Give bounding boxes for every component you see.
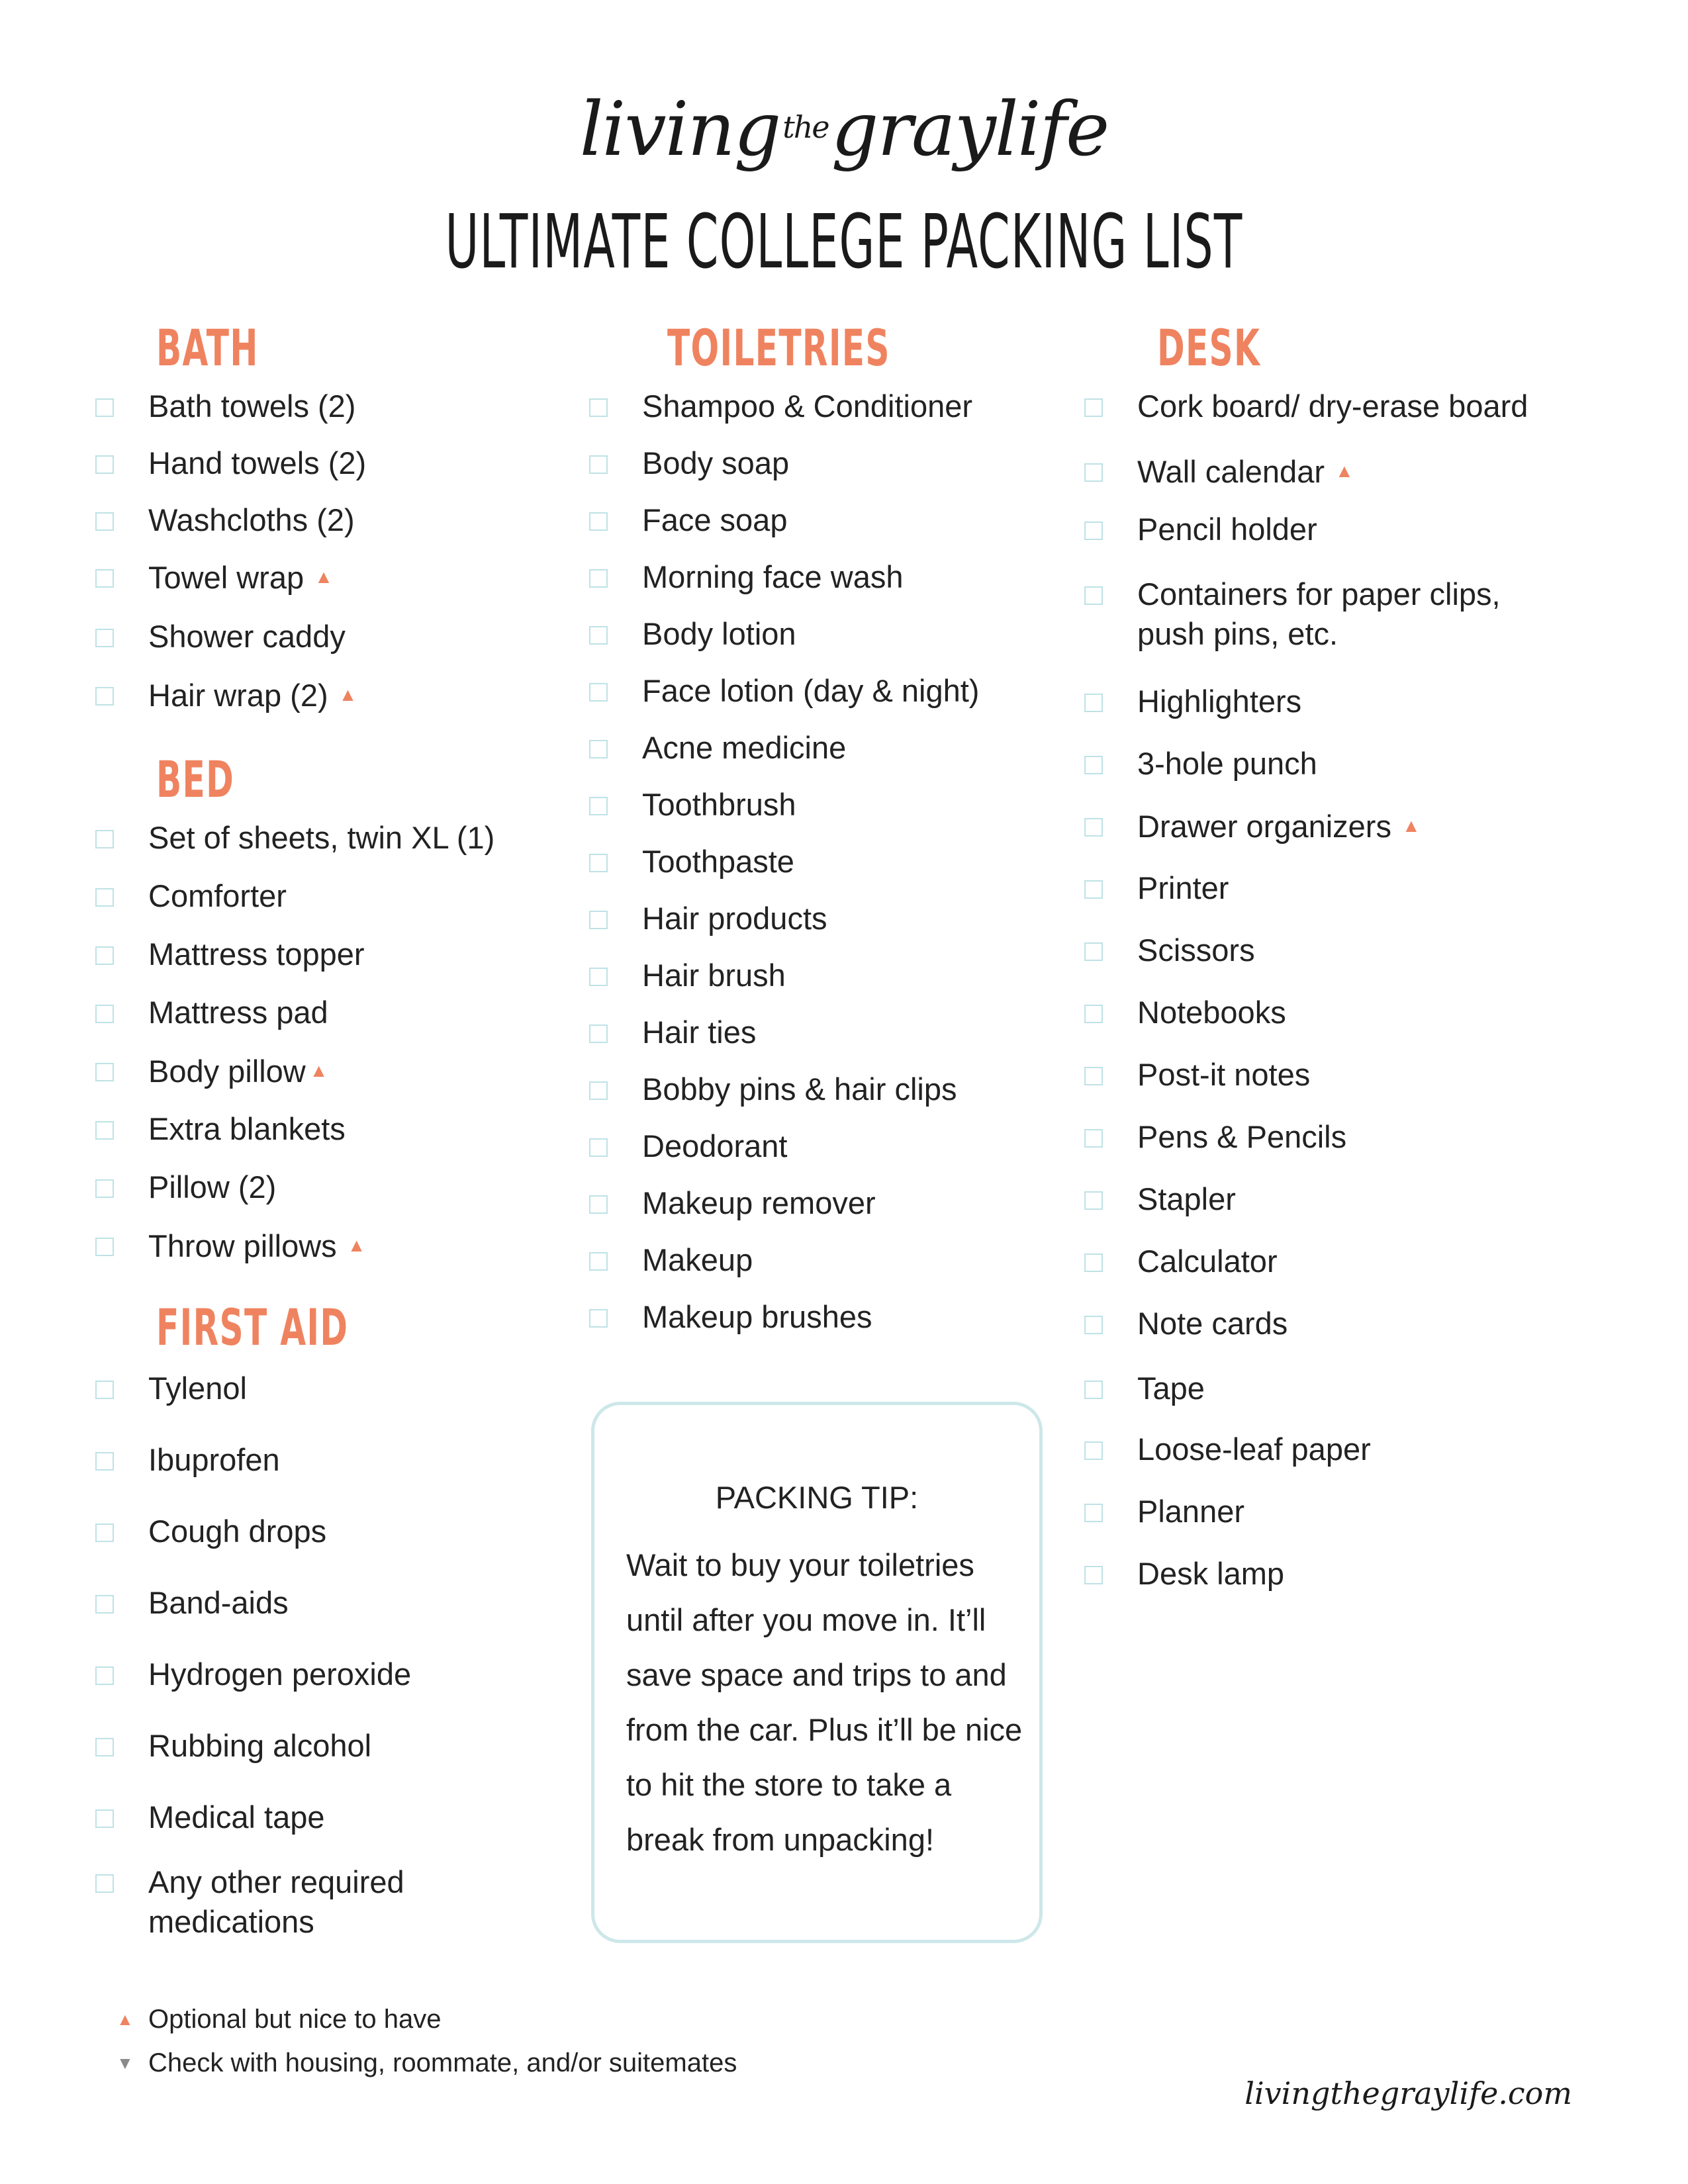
packing-tip-box (591, 1402, 1043, 1943)
checkbox[interactable] (95, 687, 114, 705)
checkbox[interactable] (95, 1063, 114, 1081)
item-label: Post-it notes (1137, 1057, 1311, 1092)
packing-tip-body: Wait to buy your toiletries until after you move in. It’ll save space and trips to and from the car. Plus it’ll be nice to hit the store to take a break from unpacking! (626, 1547, 1023, 1857)
logo-part-living: living (579, 87, 780, 173)
item-label: Deodorant (642, 1128, 788, 1163)
checklist-item[interactable] (642, 1013, 756, 1052)
checkbox[interactable] (95, 569, 114, 588)
item-label: Body lotion (642, 616, 796, 651)
checkbox[interactable] (95, 1238, 114, 1256)
item-label: Band-aids (148, 1585, 289, 1620)
item-label: Shampoo & Conditioner (642, 388, 973, 424)
checkbox[interactable] (95, 455, 114, 474)
checklist-item[interactable] (148, 387, 355, 426)
item-label: Hair ties (642, 1015, 757, 1050)
checklist-item[interactable] (642, 842, 794, 882)
footer-url: livingthegraylife.com (1244, 2075, 1572, 2111)
checkbox[interactable] (95, 512, 114, 531)
item-label: Makeup remover (642, 1185, 876, 1220)
checkbox[interactable] (589, 911, 608, 929)
item-label: Containers for paper clips, push pins, etc. (1137, 576, 1501, 651)
item-label: Body pillow (148, 1054, 306, 1089)
item-label: Tape (1137, 1371, 1205, 1406)
checkbox[interactable] (1084, 880, 1103, 899)
item-label: Drawer organizers (1137, 809, 1391, 844)
checkbox[interactable] (1084, 756, 1103, 774)
checklist-item[interactable] (148, 443, 366, 483)
checklist-item[interactable] (148, 1051, 328, 1091)
checkbox[interactable] (1084, 586, 1103, 605)
checklist-item[interactable] (1137, 993, 1286, 1032)
section-title-toiletries: TOILETRIES (667, 318, 890, 377)
item-label: Notebooks (1137, 995, 1286, 1030)
checkbox[interactable] (589, 1195, 608, 1214)
item-label: Toothbrush (642, 787, 796, 822)
item-label: Pencil holder (1137, 512, 1317, 547)
checkbox[interactable] (1084, 463, 1103, 482)
checklist-item[interactable] (1137, 868, 1229, 908)
checkbox[interactable] (589, 455, 608, 474)
checkbox[interactable] (589, 740, 608, 758)
checkbox[interactable] (95, 1381, 114, 1399)
item-label: Scissors (1137, 933, 1255, 968)
page-title: ULTIMATE COLLEGE PACKING LIST (445, 199, 1243, 285)
checklist-item[interactable] (642, 956, 786, 995)
checkbox[interactable] (589, 512, 608, 531)
checklist-item[interactable] (148, 1512, 326, 1551)
triangle-down-icon: ▼ (117, 2053, 134, 2073)
checklist-item[interactable] (148, 1167, 276, 1207)
optional-marker-icon: ▲ (314, 567, 333, 587)
checkbox[interactable] (1084, 1566, 1103, 1584)
checklist-item[interactable] (1137, 574, 1534, 654)
packing-tip-heading: PACKING TIP: (715, 1480, 919, 1515)
checkbox[interactable] (589, 797, 608, 815)
optional-marker-icon: ▲ (347, 1235, 366, 1255)
item-label: Loose-leaf paper (1137, 1432, 1371, 1467)
item-label: Rubbing alcohol (148, 1728, 372, 1763)
checklist-item[interactable] (148, 934, 365, 974)
checklist-item[interactable] (148, 1226, 365, 1266)
checklist-item[interactable] (642, 1069, 957, 1109)
checkbox[interactable] (589, 626, 608, 645)
checklist-item[interactable] (1137, 682, 1301, 721)
item-label: Face soap (642, 502, 788, 537)
checklist-item[interactable] (1137, 451, 1354, 492)
checkbox[interactable] (589, 398, 608, 417)
item-label: Set of sheets, twin XL (1) (148, 820, 495, 855)
checklist-item[interactable] (1137, 1055, 1310, 1095)
checklist-item[interactable] (1137, 931, 1255, 970)
item-label: Highlighters (1137, 684, 1302, 719)
checkbox[interactable] (1084, 522, 1103, 540)
item-label: Wall calendar (1137, 454, 1325, 489)
checkbox[interactable] (95, 946, 114, 965)
checklist-item[interactable] (148, 1369, 247, 1408)
item-label: Ibuprofen (148, 1442, 280, 1477)
item-label: Hydrogen peroxide (148, 1657, 412, 1692)
checkbox[interactable] (1084, 1005, 1103, 1023)
checklist-item[interactable] (1137, 1179, 1236, 1219)
checkbox[interactable] (1084, 818, 1103, 837)
checklist-item[interactable] (148, 993, 328, 1032)
optional-marker-icon: ▲ (1335, 461, 1354, 481)
item-label: Toothpaste (642, 844, 794, 879)
optional-marker-icon: ▲ (309, 1060, 328, 1081)
item-label: Morning face wash (642, 559, 904, 594)
checkbox[interactable] (95, 1452, 114, 1471)
item-label: Cork board/ dry-erase board (1137, 388, 1528, 424)
checkbox[interactable] (589, 1024, 608, 1043)
checklist-item[interactable] (1137, 1242, 1278, 1281)
checkbox[interactable] (95, 830, 114, 848)
brand-logo (0, 87, 1688, 173)
checklist-item[interactable] (148, 1862, 459, 1942)
checklist-item[interactable] (1137, 1117, 1346, 1157)
checkbox[interactable] (1084, 1129, 1103, 1148)
checklist-item[interactable] (148, 818, 494, 858)
item-label: Throw pillows (148, 1228, 337, 1263)
checklist-item[interactable] (642, 1126, 788, 1166)
checkbox[interactable] (95, 1874, 114, 1893)
checklist-item[interactable] (642, 1183, 876, 1223)
section-title-bath: BATH (156, 318, 259, 377)
checkbox[interactable] (95, 1179, 114, 1198)
checklist-item[interactable] (642, 728, 846, 768)
checklist-item[interactable] (1137, 1304, 1288, 1343)
section-title-bed: BED (156, 750, 235, 809)
checklist-item[interactable] (148, 1109, 346, 1149)
checkbox[interactable] (1084, 1067, 1103, 1085)
checklist-item[interactable] (1137, 387, 1528, 426)
checkbox[interactable] (95, 1524, 114, 1542)
checklist-item[interactable] (1137, 1430, 1371, 1469)
logo-part-the: the (782, 109, 829, 145)
item-label: Washcloths (2) (148, 502, 355, 537)
checklist-item[interactable] (642, 785, 796, 825)
checkbox[interactable] (589, 1309, 608, 1328)
checklist-item[interactable] (1137, 806, 1421, 846)
legend-optional (117, 2003, 442, 2036)
section-title-desk: DESK (1157, 318, 1261, 377)
item-label: Stapler (1137, 1181, 1236, 1216)
checkbox[interactable] (1084, 1381, 1103, 1399)
checkbox[interactable] (589, 569, 608, 588)
item-label: Face lotion (day & night) (642, 673, 980, 708)
checkbox[interactable] (589, 854, 608, 872)
checklist-item[interactable] (148, 876, 287, 916)
item-label: Towel wrap (148, 560, 305, 595)
item-label: Hand towels (2) (148, 445, 367, 480)
checkbox[interactable] (95, 1738, 114, 1756)
checkbox[interactable] (95, 1121, 114, 1140)
checklist-item[interactable] (642, 1297, 872, 1337)
item-label: Makeup (642, 1242, 753, 1277)
checkbox[interactable] (1084, 1441, 1103, 1460)
item-label: Planner (1137, 1494, 1244, 1529)
checkbox[interactable] (95, 888, 114, 907)
triangle-up-icon: ▲ (117, 2009, 134, 2029)
checklist-item[interactable] (148, 500, 355, 540)
checkbox[interactable] (1084, 1191, 1103, 1210)
checklist-item[interactable] (1137, 1554, 1284, 1594)
checklist-item[interactable] (642, 443, 789, 483)
item-label: Bobby pins & hair clips (642, 1071, 957, 1107)
checkbox[interactable] (1084, 1504, 1103, 1522)
checklist-item[interactable] (642, 1240, 753, 1280)
item-label: Comforter (148, 878, 287, 913)
checkbox[interactable] (95, 1005, 114, 1023)
item-label: 3-hole punch (1137, 746, 1317, 781)
optional-marker-icon: ▲ (338, 684, 357, 705)
checkbox[interactable] (95, 629, 114, 647)
checklist-item[interactable] (642, 671, 979, 711)
section-title-first-aid: FIRST AID (156, 1298, 349, 1357)
item-label: Pillow (2) (148, 1169, 277, 1205)
item-label: Mattress topper (148, 936, 365, 972)
checkbox[interactable] (95, 398, 114, 417)
checklist-item[interactable] (1137, 744, 1317, 784)
item-label: Printer (1137, 870, 1229, 905)
item-label: Extra blankets (148, 1111, 346, 1146)
checklist-item[interactable] (148, 557, 333, 598)
checklist-item[interactable] (148, 617, 346, 657)
item-label: Hair wrap (2) (148, 678, 328, 713)
item-label: Mattress pad (148, 995, 328, 1030)
item-label: Note cards (1137, 1306, 1288, 1341)
checklist-item[interactable] (148, 675, 357, 715)
checklist-item[interactable] (148, 1726, 371, 1766)
item-label: Calculator (1137, 1244, 1278, 1279)
checklist-item[interactable] (1137, 510, 1317, 549)
legend-text: Optional but nice to have (148, 2005, 442, 2034)
legend-check-housing (117, 2046, 737, 2079)
item-label: Hair products (642, 901, 827, 936)
item-label: Shower caddy (148, 619, 346, 654)
item-label: Hair brush (642, 958, 786, 993)
checkbox[interactable] (1084, 1316, 1103, 1334)
checklist-item[interactable] (148, 1655, 411, 1694)
checkbox[interactable] (1084, 694, 1103, 712)
checklist-item[interactable] (148, 1797, 325, 1837)
item-label: Makeup brushes (642, 1299, 872, 1334)
logo-part-graylife: graylife (831, 87, 1109, 173)
item-label: Pens & Pencils (1137, 1119, 1347, 1154)
item-label: Medical tape (148, 1799, 325, 1835)
checklist-item[interactable] (642, 500, 787, 540)
legend-text: Check with housing, roommate, and/or suitemates (148, 2048, 737, 2077)
checkbox[interactable] (1084, 1253, 1103, 1272)
checklist-item[interactable] (642, 899, 827, 938)
checkbox[interactable] (95, 1666, 114, 1685)
checkbox[interactable] (95, 1809, 114, 1828)
checklist-item[interactable] (642, 614, 796, 654)
checkbox[interactable] (589, 1081, 608, 1100)
item-label: Acne medicine (642, 730, 847, 765)
item-label: Cough drops (148, 1514, 327, 1549)
item-label: Desk lamp (1137, 1556, 1285, 1591)
item-label: Any other required medications (148, 1864, 404, 1939)
checkbox[interactable] (589, 1252, 608, 1271)
checkbox[interactable] (1084, 942, 1103, 961)
item-label: Bath towels (2) (148, 388, 356, 424)
checklist-item[interactable] (148, 1583, 289, 1623)
checkbox[interactable] (589, 683, 608, 702)
checkbox[interactable] (1084, 398, 1103, 417)
item-label: Tylenol (148, 1371, 247, 1406)
checkbox[interactable] (95, 1595, 114, 1614)
checklist-item[interactable] (642, 387, 972, 426)
checklist-item[interactable] (642, 557, 903, 597)
checklist-item[interactable] (1137, 1369, 1205, 1408)
checkbox[interactable] (589, 1138, 608, 1157)
checklist-item[interactable] (1137, 1492, 1244, 1531)
optional-marker-icon: ▲ (1401, 815, 1421, 836)
checkbox[interactable] (589, 968, 608, 986)
item-label: Body soap (642, 445, 790, 480)
checklist-item[interactable] (148, 1440, 280, 1480)
